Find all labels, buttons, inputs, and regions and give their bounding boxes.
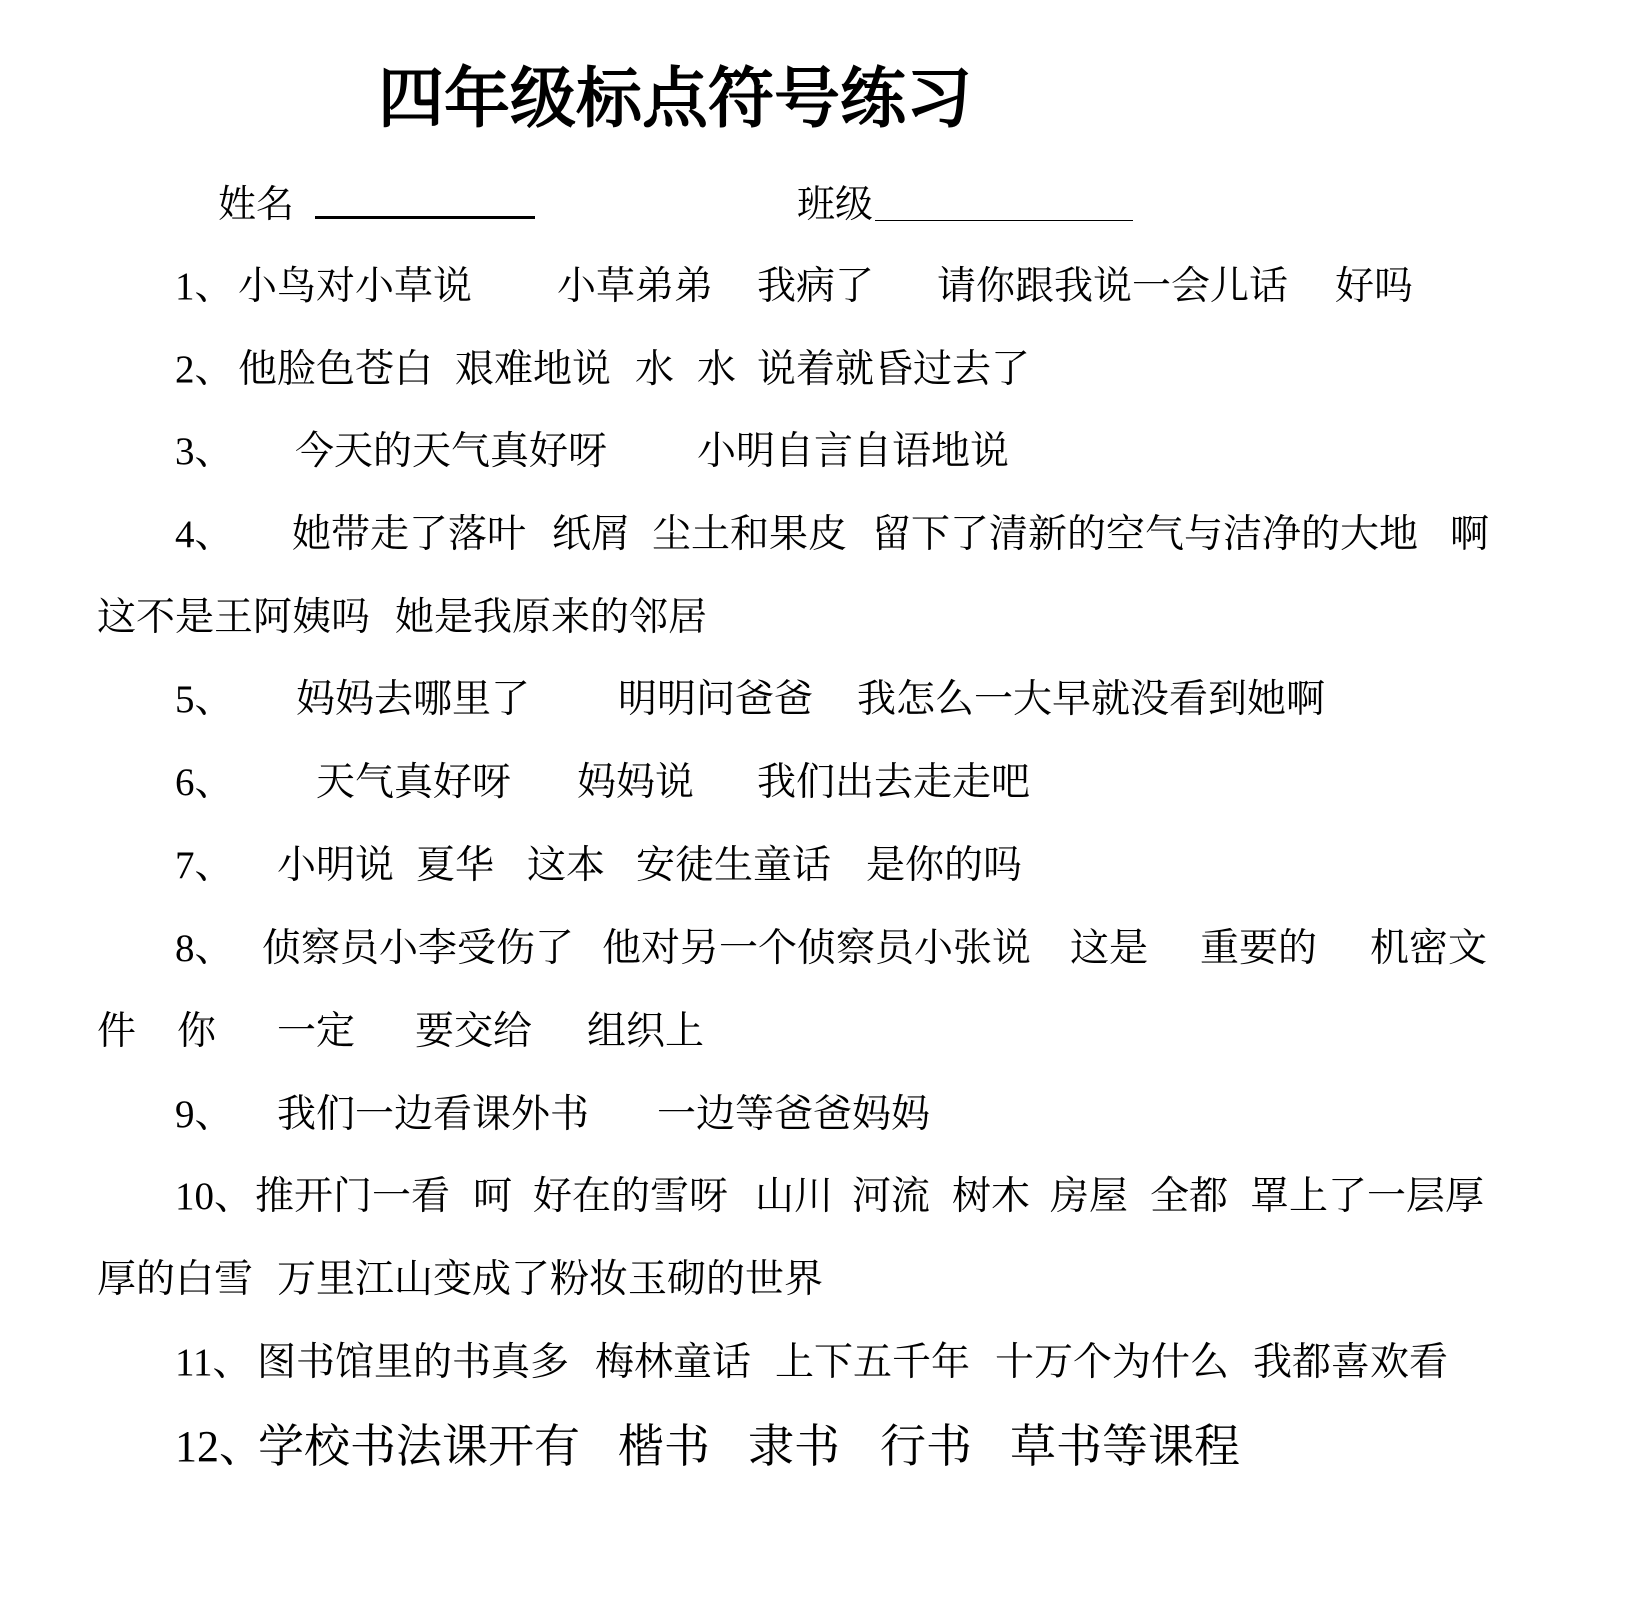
- exercise-line: [0, 844, 1637, 888]
- sentence-segment: 十万个为什么: [995, 1341, 1230, 1384]
- sentence-segment: 小草弟弟: [557, 265, 714, 308]
- exercise-line: [0, 1258, 1637, 1302]
- sentence-segment: 呵: [473, 1175, 513, 1218]
- sentence-segment: 这本: [527, 844, 606, 887]
- sentence-segment: 说着就昏过去了: [757, 348, 1031, 391]
- sentence-segment: 我们出去走走吧: [757, 761, 1031, 804]
- sentence-segment: 天气真好呀: [316, 761, 512, 804]
- sentence-segment: 梅林童话: [595, 1341, 752, 1384]
- item-number: 12、: [175, 1422, 263, 1471]
- sentence-segment: 树木: [952, 1175, 1031, 1218]
- exercise-line: [0, 430, 1637, 474]
- item-number: 2、: [175, 348, 234, 391]
- item-number: 7、: [175, 844, 234, 887]
- sentence-segment: 河流: [852, 1175, 931, 1218]
- sentence-segment: 重要的: [1200, 927, 1318, 970]
- exercise-line: [0, 265, 1637, 309]
- sentence-segment: 我怎么一大早就没看到她啊: [857, 678, 1326, 721]
- exercise-line: [0, 1093, 1637, 1137]
- sentence-segment: 要交给: [415, 1010, 533, 1053]
- sentence-segment: 罩上了一层厚: [1250, 1175, 1485, 1218]
- page-title: 四年级标点符号练习: [378, 63, 972, 136]
- sentence-segment: 请你跟我说一会儿话: [937, 265, 1289, 308]
- exercise-line: [0, 927, 1637, 971]
- sentence-segment: 小明自言自语地说: [697, 430, 1010, 473]
- sentence-segment: 组织上: [587, 1010, 705, 1053]
- sentence-segment: 今天的天气真好呀: [295, 430, 608, 473]
- sentence-segment: 行书: [880, 1421, 972, 1472]
- sentence-segment: 这不是王阿姨吗: [97, 596, 371, 639]
- item-number: 10、: [175, 1175, 254, 1218]
- class-blank-line: [875, 220, 1133, 221]
- sentence-segment: 件: [97, 1010, 137, 1053]
- sentence-segment: 学校书法课开有: [258, 1421, 580, 1472]
- class-label: 班级: [797, 184, 874, 226]
- sentence-segment: 她是我原来的邻居: [395, 596, 708, 639]
- sentence-segment: 厚的白雪: [97, 1258, 254, 1301]
- sentence-segment: 一边等爸爸妈妈: [657, 1093, 931, 1136]
- exercise-line: [0, 1341, 1637, 1385]
- item-number: 4、: [175, 513, 234, 556]
- sentence-segment: 这是: [1070, 927, 1149, 970]
- sentence-segment: 好在的雪呀: [533, 1175, 729, 1218]
- sentence-segment: 是你的吗: [866, 844, 1023, 887]
- item-number: 11、: [175, 1341, 252, 1384]
- sentence-segment: 机密文: [1370, 927, 1488, 970]
- sentence-segment: 水: [697, 348, 737, 391]
- sentence-segment: 推开门一看: [255, 1175, 451, 1218]
- sentence-segment: 留下了清新的空气与洁净的大地: [872, 513, 1419, 556]
- sentence-segment: 尘土和果皮: [652, 513, 848, 556]
- sentence-segment: 隶书: [748, 1421, 840, 1472]
- sentence-segment: 我病了: [757, 265, 875, 308]
- sentence-segment: 上下五千年: [775, 1341, 971, 1384]
- sentence-segment: 安徒生童话: [636, 844, 832, 887]
- sentence-segment: 啊: [1450, 513, 1490, 556]
- sentence-segment: 他对另一个侦察员小张说: [602, 927, 1032, 970]
- sentence-segment: 妈妈去哪里了: [296, 678, 531, 721]
- sentence-segment: 小鸟对小草说: [238, 265, 473, 308]
- sentence-segment: 楷书: [618, 1421, 710, 1472]
- sentence-segment: 山川: [755, 1175, 834, 1218]
- sentence-segment: 水: [635, 348, 675, 391]
- name-label: 姓名: [218, 184, 295, 226]
- sentence-segment: 草书等课程: [1010, 1421, 1240, 1472]
- name-blank-line: [315, 216, 535, 219]
- sentence-segment: 妈妈说: [577, 761, 695, 804]
- sentence-segment: 夏华: [416, 844, 495, 887]
- sentence-segment: 全都: [1150, 1175, 1229, 1218]
- exercise-line: [0, 596, 1637, 640]
- item-number: 6、: [175, 761, 234, 804]
- sentence-segment: 万里江山变成了粉妆玉砌的世界: [277, 1258, 824, 1301]
- exercise-line: [0, 1010, 1637, 1054]
- sentence-segment: 我都喜欢看: [1253, 1341, 1449, 1384]
- exercise-line: [0, 348, 1637, 392]
- exercise-line: [0, 513, 1637, 557]
- exercise-line: [0, 678, 1637, 722]
- item-number: 1、: [175, 265, 234, 308]
- exercise-line: [0, 761, 1637, 805]
- sentence-segment: 明明问爸爸: [618, 678, 814, 721]
- item-number: 9、: [175, 1093, 234, 1136]
- sentence-segment: 艰难地说: [455, 348, 612, 391]
- sentence-segment: 你: [177, 1010, 217, 1053]
- sentence-segment: 我们一边看课外书: [277, 1093, 590, 1136]
- item-number: 8、: [175, 927, 234, 970]
- sentence-segment: 他脸色苍白: [238, 348, 434, 391]
- sentence-segment: 她带走了落叶: [292, 513, 527, 556]
- item-number: 3、: [175, 430, 234, 473]
- item-number: 5、: [175, 678, 234, 721]
- sentence-segment: 房屋: [1050, 1175, 1129, 1218]
- sentence-segment: 小明说: [277, 844, 395, 887]
- sentence-segment: 一定: [277, 1010, 356, 1053]
- sentence-segment: 图书馆里的书真多: [257, 1341, 570, 1384]
- exercise-line: [0, 1175, 1637, 1219]
- sentence-segment: 好吗: [1335, 265, 1414, 308]
- sentence-segment: 侦察员小李受伤了: [262, 927, 575, 970]
- exercise-line: [0, 1421, 1637, 1473]
- sentence-segment: 纸屑: [552, 513, 631, 556]
